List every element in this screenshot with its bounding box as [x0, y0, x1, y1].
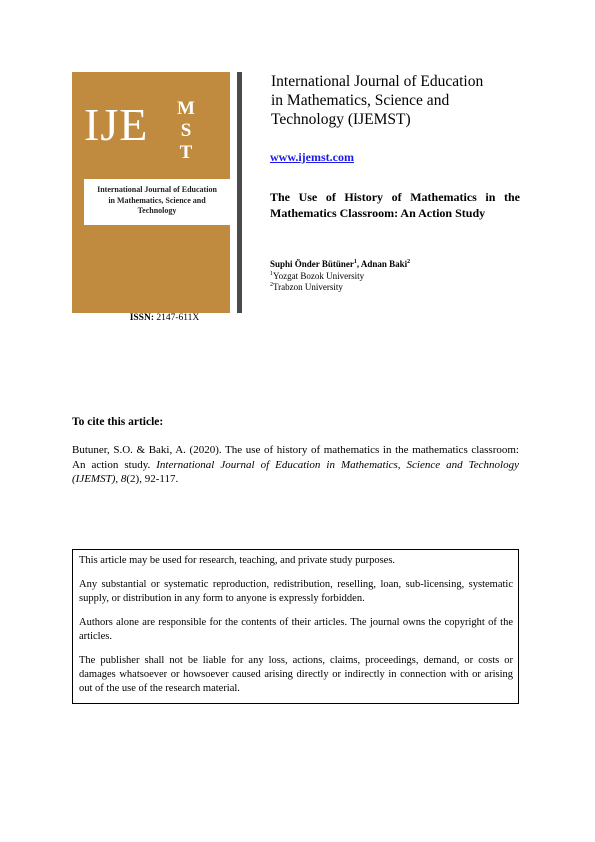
- cover-mst-letter: T: [179, 142, 193, 163]
- author-affiliation-mark: 1: [353, 259, 357, 265]
- author-list: [270, 259, 410, 269]
- affiliation-name: Trabzon University: [273, 282, 343, 292]
- affiliation-mark: 1: [270, 271, 273, 277]
- affiliation: [270, 282, 343, 292]
- cover-title-line: Technology: [137, 206, 177, 215]
- affiliation-mark: 2: [270, 282, 273, 288]
- journal-title-line: International Journal of Education: [271, 73, 484, 90]
- notice-paragraph: The publisher shall not be liable for any loss, actions, claims, proceedings, demand, or costs or damages whatsoever or howsoever caused arising directly or indirectly in connection with or arising out of the use of the research material.: [79, 655, 513, 694]
- cover-title-line: International Journal of Education: [97, 185, 217, 194]
- journal-title-line: in Mathematics, Science and: [271, 92, 450, 109]
- journal-title-line: Technology (IJEMST): [271, 111, 411, 128]
- journal-url-link[interactable]: www.ijemst.com: [270, 150, 354, 164]
- affiliation-name: Yozgat Bozok University: [273, 271, 365, 281]
- citation-journal: International Journal of Education in Mathematics, Science and Technology (IJEMST), 8: [72, 458, 519, 486]
- citation-suffix: (2), 92-117.: [126, 473, 179, 486]
- cover-ije-logo: IJE: [84, 99, 149, 150]
- journal-cover: [72, 72, 230, 313]
- author-affiliation-mark: 2: [407, 259, 411, 265]
- cover-divider-bar: [237, 72, 242, 313]
- citation-text: [72, 443, 519, 487]
- issn-value: 2147-611X: [156, 313, 200, 323]
- cover-mst-letter: M: [177, 98, 195, 119]
- issn: [72, 313, 257, 323]
- cover-mst-logo: [176, 98, 196, 164]
- issn-label: ISSN:: [129, 313, 154, 323]
- citation-prefix: Butuner, S.O. & Baki, A. (2020). The use of history of mathematics in the mathematics classroom: An action study.: [72, 444, 519, 471]
- journal-title: [271, 72, 541, 129]
- article-title: The Use of History of Mathematics in the Mathematics Classroom: An Action Study: [270, 190, 520, 220]
- notice-paragraph: This article may be used for research, teaching, and private study purposes.: [79, 555, 396, 566]
- cover-title-box: [84, 179, 230, 225]
- author-name: Adnan Baki: [360, 259, 408, 269]
- author-separator: ,: [356, 259, 361, 269]
- cover-title-line: in Mathematics, Science and: [108, 195, 206, 205]
- cover-title-text: [84, 185, 230, 217]
- cover-mst-letter: S: [180, 120, 192, 141]
- usage-notice-box: [72, 549, 519, 704]
- author-name: Suphi Önder Bütüner: [270, 259, 354, 269]
- cite-heading: To cite this article:: [72, 416, 164, 428]
- notice-paragraph: Authors alone are responsible for the contents of their articles. The journal owns the copyright of the articles.: [79, 617, 513, 642]
- affiliation: [270, 271, 364, 281]
- notice-paragraph: Any substantial or systematic reproduction, redistribution, reselling, loan, sub-licensing, systematic supply, or distribution in any form to anyone is expressly forbidden.: [79, 579, 513, 604]
